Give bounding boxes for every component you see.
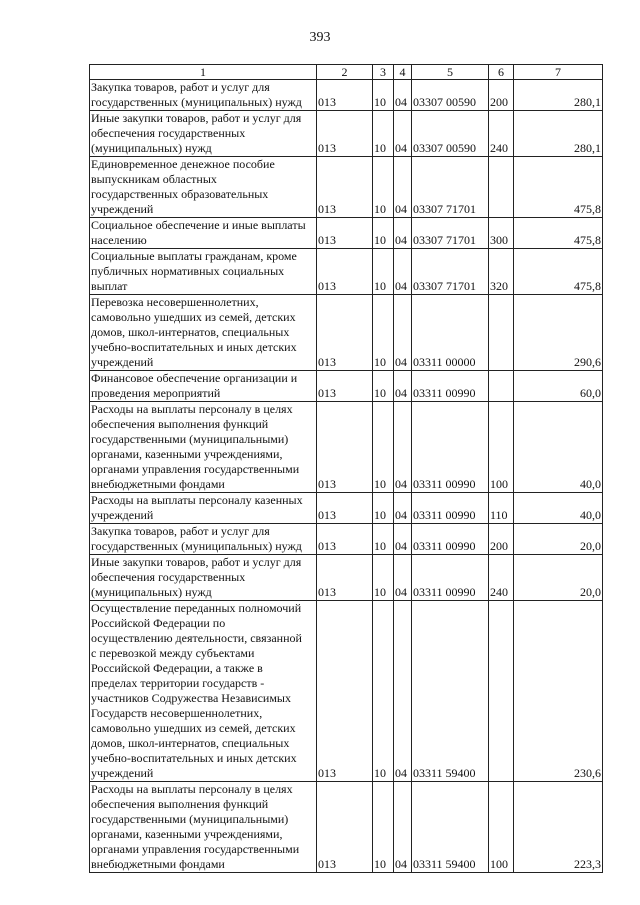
expense-type-cell: 100 xyxy=(489,782,514,873)
expense-type-cell xyxy=(489,295,514,371)
amount-cell: 280,1 xyxy=(514,80,603,111)
subsection-code-cell: 04 xyxy=(394,80,412,111)
subsection-code-cell: 04 xyxy=(394,371,412,402)
row-name-cell: Единовременное денежное пособие выпускникам областных государственных образовательных учреждений xyxy=(90,157,317,218)
subsection-code-cell: 04 xyxy=(394,402,412,493)
page-number: 393 xyxy=(309,30,331,45)
table-row xyxy=(90,218,603,249)
target-article-cell: 03307 00590 xyxy=(412,111,489,157)
ministry-code-cell: 013 xyxy=(317,402,373,493)
target-article-cell: 03307 71701 xyxy=(412,218,489,249)
subsection-code-cell: 04 xyxy=(394,295,412,371)
ministry-code-cell: 013 xyxy=(317,249,373,295)
subsection-code-cell: 04 xyxy=(394,249,412,295)
section-code-cell: 10 xyxy=(373,402,394,493)
row-name-cell: Расходы на выплаты персоналу в целях обеспечения выполнения функций государственными (муниципальными) органами, казенными учреждениями, органами управления государственными внебюджетными фондами xyxy=(90,402,317,493)
row-name-cell: Социальное обеспечение и иные выплаты населению xyxy=(90,218,317,249)
row-name-cell: Закупка товаров, работ и услуг для государственных (муниципальных) нужд xyxy=(90,524,317,555)
amount-cell: 280,1 xyxy=(514,111,603,157)
expense-type-cell: 300 xyxy=(489,218,514,249)
subsection-code-cell: 04 xyxy=(394,218,412,249)
budget-table xyxy=(89,64,603,873)
header-row xyxy=(90,65,603,80)
table-row xyxy=(90,555,603,601)
col-header-6: 6 xyxy=(489,65,514,80)
row-name-cell: Расходы на выплаты персоналу казенных учреждений xyxy=(90,493,317,524)
amount-cell: 60,0 xyxy=(514,371,603,402)
ministry-code-cell: 013 xyxy=(317,524,373,555)
amount-cell: 475,8 xyxy=(514,218,603,249)
section-code-cell: 10 xyxy=(373,295,394,371)
amount-cell: 20,0 xyxy=(514,524,603,555)
ministry-code-cell: 013 xyxy=(317,295,373,371)
row-name-cell: Расходы на выплаты персоналу в целях обеспечения выполнения функций государственными (муниципальными) органами, казенными учреждениями, органами управления государственными внебюджетными фондами xyxy=(90,782,317,873)
expense-type-cell xyxy=(489,601,514,782)
table-row xyxy=(90,295,603,371)
table-row xyxy=(90,80,603,111)
subsection-code-cell: 04 xyxy=(394,601,412,782)
col-header-7: 7 xyxy=(514,65,603,80)
subsection-code-cell: 04 xyxy=(394,555,412,601)
table-row xyxy=(90,493,603,524)
target-article-cell: 03307 71701 xyxy=(412,157,489,218)
section-code-cell: 10 xyxy=(373,493,394,524)
expense-type-cell: 110 xyxy=(489,493,514,524)
col-header-5: 5 xyxy=(412,65,489,80)
table-row xyxy=(90,371,603,402)
section-code-cell: 10 xyxy=(373,601,394,782)
expense-type-cell: 240 xyxy=(489,555,514,601)
ministry-code-cell: 013 xyxy=(317,157,373,218)
amount-cell: 20,0 xyxy=(514,555,603,601)
amount-cell: 290,6 xyxy=(514,295,603,371)
target-article-cell: 03311 00990 xyxy=(412,493,489,524)
amount-cell: 230,6 xyxy=(514,601,603,782)
table-row xyxy=(90,524,603,555)
target-article-cell: 03311 00990 xyxy=(412,402,489,493)
target-article-cell: 03311 00990 xyxy=(412,555,489,601)
col-header-4: 4 xyxy=(394,65,412,80)
target-article-cell: 03307 71701 xyxy=(412,249,489,295)
section-code-cell: 10 xyxy=(373,218,394,249)
section-code-cell: 10 xyxy=(373,111,394,157)
row-name-cell: Финансовое обеспечение организации и проведения мероприятий xyxy=(90,371,317,402)
subsection-code-cell: 04 xyxy=(394,524,412,555)
ministry-code-cell: 013 xyxy=(317,111,373,157)
ministry-code-cell: 013 xyxy=(317,555,373,601)
target-article-cell: 03307 00590 xyxy=(412,80,489,111)
col-header-2: 2 xyxy=(317,65,373,80)
target-article-cell: 03311 00990 xyxy=(412,371,489,402)
expense-type-cell xyxy=(489,371,514,402)
row-name-cell: Перевозка несовершеннолетних, самовольно ушедших из семей, детских домов, школ-интернатов, специальных учебно-воспитательных и иных детских учреждений xyxy=(90,295,317,371)
row-name-cell: Иные закупки товаров, работ и услуг для обеспечения государственных (муниципальных) нужд xyxy=(90,111,317,157)
target-article-cell: 03311 59400 xyxy=(412,601,489,782)
amount-cell: 475,8 xyxy=(514,157,603,218)
table-row xyxy=(90,157,603,218)
amount-cell: 40,0 xyxy=(514,493,603,524)
section-code-cell: 10 xyxy=(373,524,394,555)
amount-cell: 475,8 xyxy=(514,249,603,295)
ministry-code-cell: 013 xyxy=(317,601,373,782)
section-code-cell: 10 xyxy=(373,80,394,111)
expense-type-cell xyxy=(489,157,514,218)
expense-type-cell: 200 xyxy=(489,524,514,555)
section-code-cell: 10 xyxy=(373,249,394,295)
ministry-code-cell: 013 xyxy=(317,782,373,873)
target-article-cell: 03311 00990 xyxy=(412,524,489,555)
expense-type-cell: 200 xyxy=(489,80,514,111)
expense-type-cell: 100 xyxy=(489,402,514,493)
subsection-code-cell: 04 xyxy=(394,157,412,218)
table-row xyxy=(90,249,603,295)
ministry-code-cell: 013 xyxy=(317,80,373,111)
section-code-cell: 10 xyxy=(373,371,394,402)
table-row xyxy=(90,402,603,493)
col-header-1: 1 xyxy=(90,65,317,80)
row-name-cell: Осуществление переданных полномочий Российской Федерации по осуществлению деятельности, связанной с перевозкой между субъектами Российской Федерации, а также в пределах территории государств - участников Содружества Независимых Государств несовершеннолетних, самовольно ушедших из семей, детских домов, школ-интернатов, специальных учебно-воспитательных и иных детских учреждений xyxy=(90,601,317,782)
expense-type-cell: 240 xyxy=(489,111,514,157)
subsection-code-cell: 04 xyxy=(394,493,412,524)
ministry-code-cell: 013 xyxy=(317,218,373,249)
row-name-cell: Социальные выплаты гражданам, кроме публичных нормативных социальных выплат xyxy=(90,249,317,295)
table-row xyxy=(90,111,603,157)
ministry-code-cell: 013 xyxy=(317,371,373,402)
table-row xyxy=(90,601,603,782)
table-row xyxy=(90,782,603,873)
row-name-cell: Иные закупки товаров, работ и услуг для обеспечения государственных (муниципальных) нужд xyxy=(90,555,317,601)
section-code-cell: 10 xyxy=(373,555,394,601)
amount-cell: 223,3 xyxy=(514,782,603,873)
col-header-3: 3 xyxy=(373,65,394,80)
expense-type-cell: 320 xyxy=(489,249,514,295)
section-code-cell: 10 xyxy=(373,782,394,873)
target-article-cell: 03311 00000 xyxy=(412,295,489,371)
target-article-cell: 03311 59400 xyxy=(412,782,489,873)
subsection-code-cell: 04 xyxy=(394,111,412,157)
subsection-code-cell: 04 xyxy=(394,782,412,873)
section-code-cell: 10 xyxy=(373,157,394,218)
row-name-cell: Закупка товаров, работ и услуг для государственных (муниципальных) нужд xyxy=(90,80,317,111)
amount-cell: 40,0 xyxy=(514,402,603,493)
ministry-code-cell: 013 xyxy=(317,493,373,524)
